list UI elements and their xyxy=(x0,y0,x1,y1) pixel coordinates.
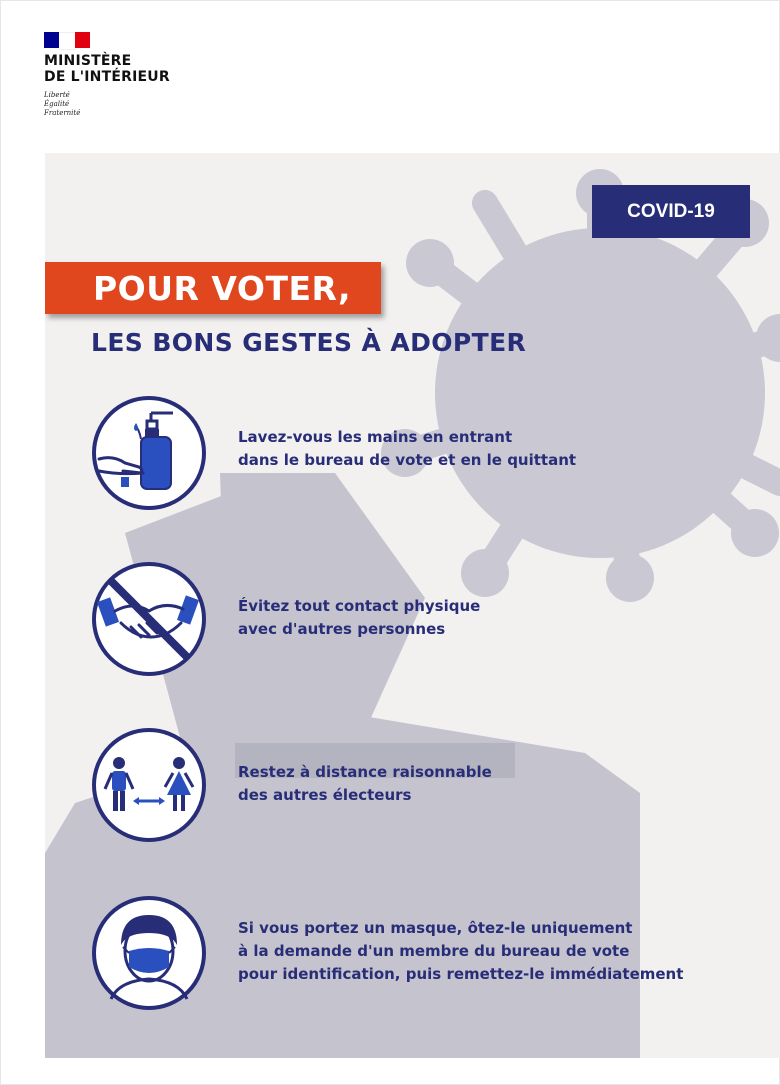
gesture-text-line: Si vous portez un masque, ôtez-le uniquement xyxy=(238,919,633,937)
republic-motto xyxy=(44,91,244,118)
face-mask-icon xyxy=(91,895,207,1011)
title-banner xyxy=(45,262,381,314)
gesture-no-contact-text xyxy=(238,595,480,641)
poster-title: POUR VOTER, xyxy=(93,268,352,308)
poster-subtitle: LES BONS GESTES À ADOPTER xyxy=(91,328,527,357)
gesture-face-mask-text xyxy=(238,917,683,986)
gesture-text-line: Lavez-vous les mains en entrant xyxy=(238,428,513,446)
ministry-header xyxy=(44,32,244,118)
gesture-text-line: dans le bureau de vote et en le quittant xyxy=(238,451,577,469)
covid-voting-poster xyxy=(45,153,780,1058)
gesture-text-line: à la demande d'un membre du bureau de vote xyxy=(238,942,630,960)
covid-badge: COVID-19 xyxy=(592,185,750,238)
hand-sanitizer-icon xyxy=(91,395,207,511)
gesture-text-line: des autres électeurs xyxy=(238,786,412,804)
motto-egalite: Égalité xyxy=(44,100,70,108)
gesture-wash-hands-text xyxy=(238,426,576,472)
gesture-text-line: avec d'autres personnes xyxy=(238,620,446,638)
ministry-name-line1: MINISTÈRE xyxy=(44,53,132,69)
gesture-keep-distance-text xyxy=(238,761,492,807)
gesture-keep-distance xyxy=(91,727,751,843)
gesture-text-line: Évitez tout contact physique xyxy=(238,597,481,615)
motto-fraternite: Fraternité xyxy=(44,109,81,117)
distance-icon xyxy=(91,727,207,843)
motto-liberte: Liberté xyxy=(44,91,70,99)
ministry-name xyxy=(44,53,244,85)
gesture-wash-hands xyxy=(91,395,751,511)
gesture-no-contact xyxy=(91,561,751,677)
ministry-name-line2: DE L'INTÉRIEUR xyxy=(44,69,170,85)
no-handshake-icon xyxy=(91,561,207,677)
gesture-face-mask xyxy=(91,895,751,1011)
gesture-text-line: pour identification, puis remettez-le immédiatement xyxy=(238,965,684,983)
gesture-text-line: Restez à distance raisonnable xyxy=(238,763,492,781)
french-flag-logo xyxy=(44,32,90,48)
